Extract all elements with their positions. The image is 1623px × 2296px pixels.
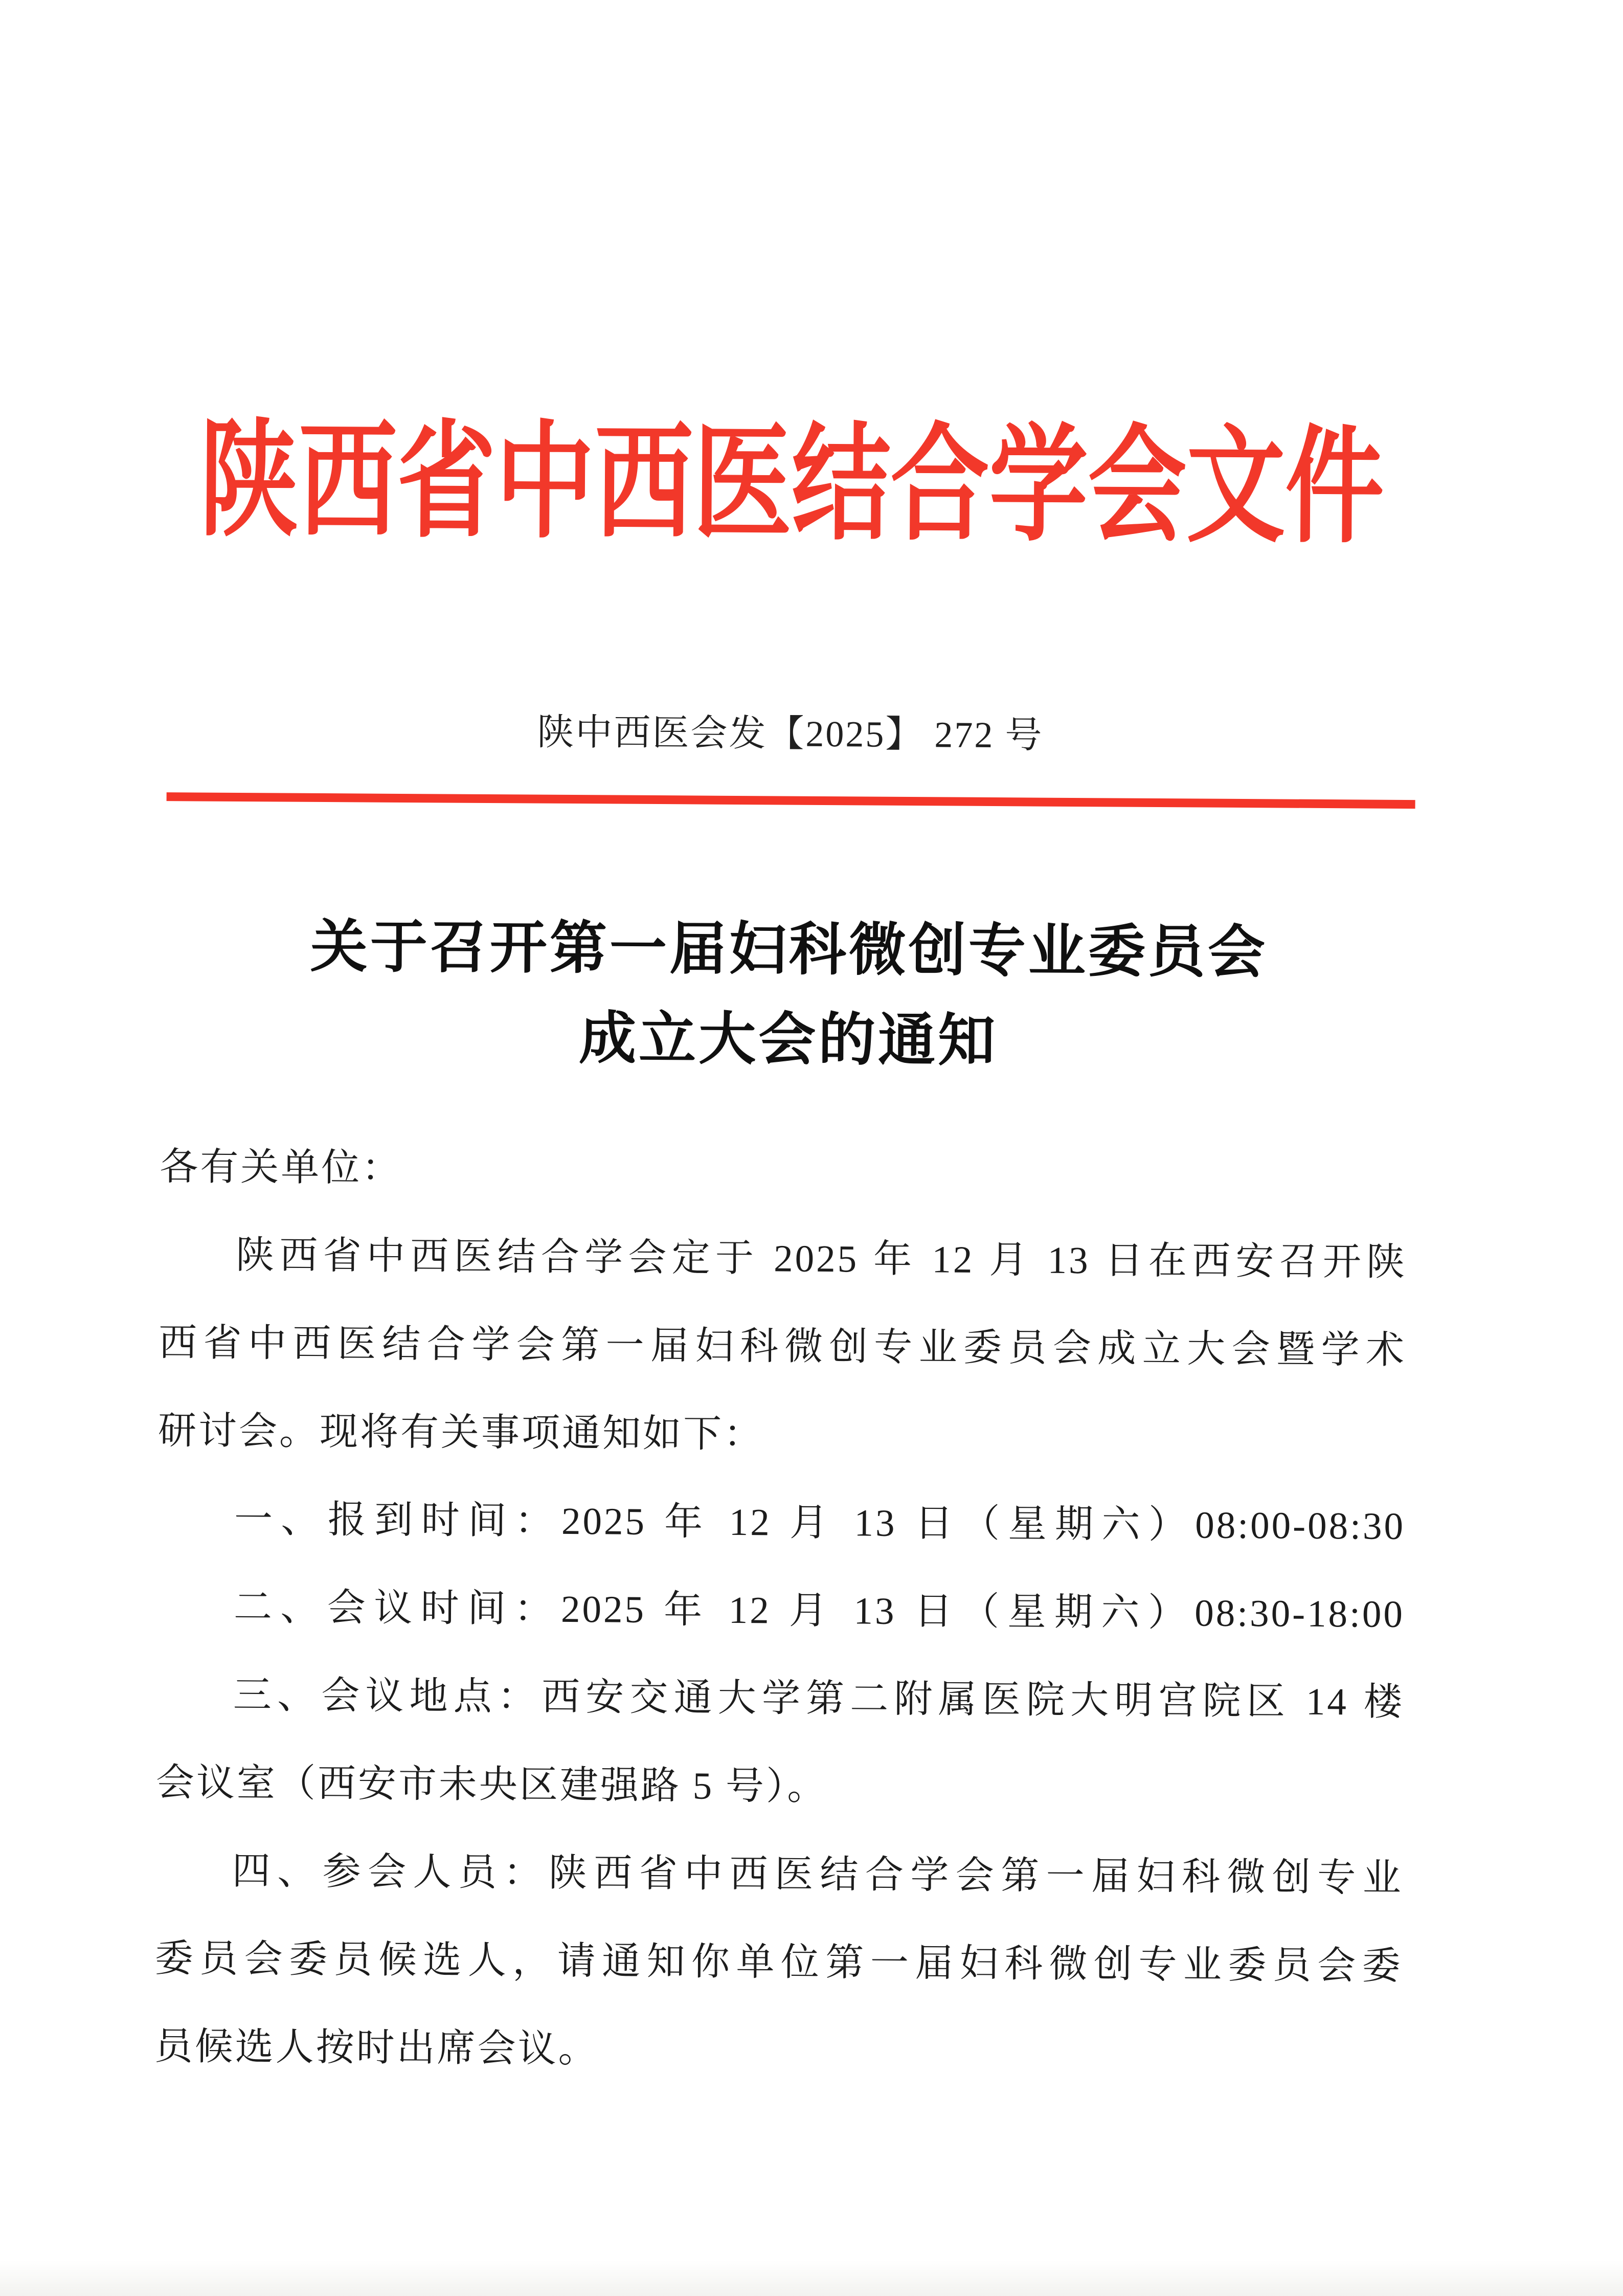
body-line: 会议室（西安市未央区建强路 5 号）。 — [155, 1762, 828, 1809]
body-line-item-3: 三、会议地点：西安交通大学第二附属医院大明宫院区 14 楼 — [233, 1674, 1405, 1724]
body-line-item-1: 一、报到时间：2025 年 12 月 13 日（星期六）08:00-08:30 — [234, 1498, 1406, 1548]
document-number: 陕中西医会发【2025】 272 号 — [537, 711, 1044, 756]
scan-bottom-edge — [0, 2260, 1623, 2296]
body-line-item-4: 四、参会人员：陕西省中西医结合学会第一届妇科微创专业 — [232, 1849, 1404, 1900]
body-line-item-2: 二、会议时间：2025 年 12 月 13 日（星期六）08:30-18:00 — [233, 1586, 1405, 1636]
body-line-salutation: 各有关单位： — [159, 1146, 402, 1190]
body-line: 委员会委员候选人，请通知你单位第一届妇科微创专业委员会委 — [154, 1937, 1403, 1988]
notice-title — [0, 900, 1579, 1090]
body-line: 研讨会。现将有关事项通知如下： — [157, 1410, 764, 1456]
body-line: 陕西省中西医结合学会定于 2025 年 12 月 13 日在西安召开陕 — [235, 1234, 1407, 1284]
notice-title-line2: 成立大会的通知 — [578, 1007, 998, 1074]
org-title-text: 陕西省中西医结合学会文件 — [199, 410, 1385, 559]
red-divider-line — [167, 792, 1415, 809]
body-line: 员候选人按时出席会议。 — [154, 2025, 599, 2071]
notice-title-line1: 关于召开第一届妇科微创专业委员会 — [310, 915, 1268, 985]
document-body — [154, 1123, 1408, 2099]
document-header-title — [2, 403, 1583, 566]
body-line: 西省中西医结合学会第一届妇科微创专业委员会成立大会暨学术 — [158, 1322, 1407, 1372]
